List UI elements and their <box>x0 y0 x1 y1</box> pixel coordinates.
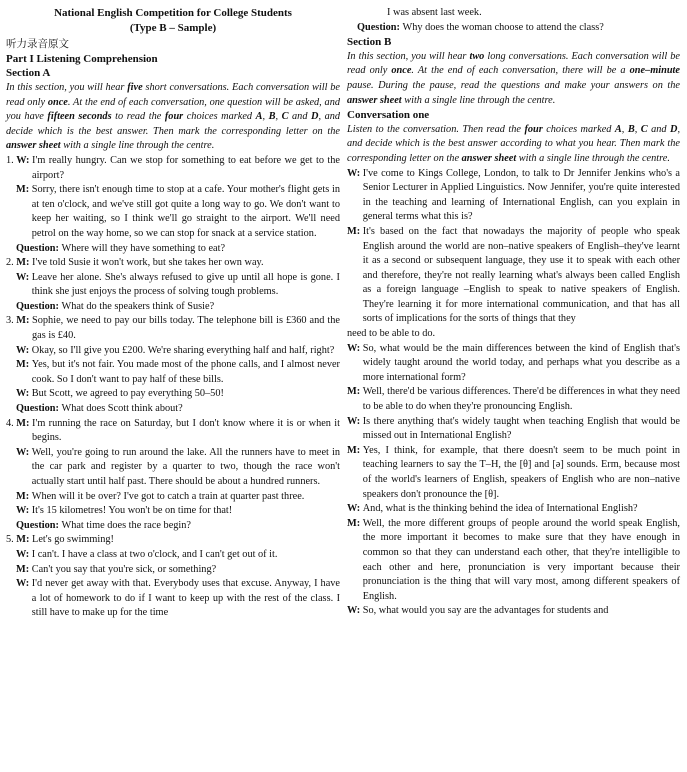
dialogue-line: W: And, what is the thinking behind the idea of International English? <box>347 503 638 515</box>
dialogue-line: W: So, what would be the main differences between the kind of English that's widely taught around the world today, and perhaps what you describe as a more international form? <box>347 342 680 383</box>
left-column <box>6 6 340 621</box>
dialogue-line: W: So, what would you say are the advantages for students and <box>347 605 609 617</box>
conversation-1 <box>6 154 340 183</box>
dialogue-line: M: Can't you say that you're sick, or something? <box>16 563 217 575</box>
item-number: 3. <box>6 315 17 327</box>
page-subtitle: (Type B – Sample) <box>129 21 217 34</box>
item-number: 1. <box>6 154 17 166</box>
dialogue-line: W: Is there anything that's widely taught when teaching English that would be missed out in International English? <box>347 415 680 442</box>
section-a-instructions: In this section, you will hear five short conversations. Each conversation will be read only once. At the end of each conversation, one question will be asked, and you have fifteen seconds to read the four choices marked A, B, C and D, and decide which is the best answer. Then mark the corresponding letter on the answer sheet with a single line through the centre. <box>6 81 341 152</box>
dialogue-line: W: I can't. I have a class at two o'clock, and I can't get out of it. <box>16 548 278 560</box>
conversation-one-instructions: Listen to the conversation. Then read the four choices marked A, B, C and D, and decide which is the best answer according to what you hear. Then mark the corresponding letter on the answer sheet with a single line through the centre. <box>347 123 681 164</box>
conversation-3 <box>6 314 340 343</box>
question-line: Question: What time does the race begin? <box>16 519 191 531</box>
dialogue-line: W: Leave her alone. She's always refused to give up until all hope is gone. I think she just enjoys the process of solving tough problems. <box>16 271 340 298</box>
item-number: 5. <box>6 534 17 546</box>
dialogue-line: M: Well, the more different groups of people around the world speak English, the more important it becomes to make sure that they have enough in common so that they can understand each other, that they're intelligible to each other and here, pronunciation is very important because their pronunciation is the thing that will vary most, among different speakers of English. <box>347 517 680 602</box>
question-line: Question: Where will they have something to eat? <box>16 242 226 254</box>
chinese-heading: 听力录音原文 <box>6 38 69 51</box>
dialogue-line: W: I'd never get away with that. Everybody uses that excuse. Anyway, I have a lot of homework to do if I want to keep up with the rest of the class. I still have to make up for the time <box>16 578 340 619</box>
part-heading: Part I Listening Comprehension <box>6 52 158 65</box>
dialogue-line: M: When will it be over? I've got to catch a train at quarter past three. <box>16 490 305 502</box>
dialogue-line: M: Sorry, there isn't enough time to stop at a cafe. Your mother's flight gets in at ten o'clock, and we've still got quite a long way to go. We don't want to keep her waiting, so I think we'll go straight to the airport. We'll need petrol on the way home, so we can stop for snack at a service station. <box>16 184 340 239</box>
dialogue-line: W: Okay, so I'll give you £200. We're sharing everything half and half, right? <box>16 344 335 356</box>
question-line: Question: Why does the woman choose to attend the class? <box>357 21 604 33</box>
section-b-instructions: In this section, you will hear two long conversations. Each conversation will be read only once. At the end of each conversation, there will be a one–minute pause. During the pause, read the questions and make your answers on the answer sheet with a single line through the centre. <box>347 50 680 106</box>
conversation-5 <box>6 533 340 548</box>
dialogue-line: W: It's 15 kilometres! You won't be on time for that! <box>16 505 233 517</box>
question-line: Question: What do the speakers think of Susie? <box>16 300 215 312</box>
section-a-heading: Section A <box>6 67 51 80</box>
dialogue-line: M: I've told Susie it won't work, but she takes her own way. <box>16 257 264 269</box>
dialogue-continuation: need to be able to do. <box>347 328 436 340</box>
dialogue-line: M: Let's go swimming! <box>16 534 114 546</box>
conversation-one-heading: Conversation one <box>347 109 430 122</box>
right-column <box>347 6 680 619</box>
section-b-heading: Section B <box>347 36 392 49</box>
dialogue-line: W: I've come to Kings College, London, to talk to Dr Jennifer Jenkins who's a Senior Lecturer in Applied Linguistics. Now Jennifer, you're quite interested in the teaching and learning of International English, can you explain in general terms what this is? <box>347 167 680 223</box>
dialogue-line: W: Well, you're going to run around the lake. All the runners have to meet in the car park and register by a quarter to two, though the race won't actually start until half past. There should be about a hundred runners. <box>16 446 340 487</box>
dialogue-line: W: But Scott, we agreed to pay everything 50–50! <box>16 388 224 400</box>
dialogue-line: M: Yes, I think, for example, that there doesn't seem to be much point in teaching learners to say the T–H, the [θ] and [ə] sounds. Erm, because most of the world's learners of English, speakers of English who are non–native speakers don't pronounce the [θ]. <box>347 444 680 500</box>
dialogue-line: M: I'm running the race on Saturday, but I don't know where it is or when it begins. <box>16 417 340 444</box>
item-number: 2. <box>6 257 17 269</box>
dialogue-line: M: Yes, but it's not fair. You made most of the phone calls, and I almost never cook. So I don't want to pay half of these bills. <box>16 359 340 385</box>
dialogue-line: M: It's based on the fact that nowadays the majority of people who speak English around the world are non–native speakers of English–they've learnt it as a second or subsequent language, they use it to speak with each other and therefore, they're not really learning what's always been called English as a foreign language –English to speak to native speakers of English. They're learning it for more international communication, and that has all sorts of implications for the sorts of things that they <box>347 225 680 325</box>
continued-line: I was absent last week. <box>387 7 482 18</box>
question-line: Question: What does Scott think about? <box>16 403 183 415</box>
dialogue-line: W: I'm really hungry. Can we stop for something to eat before we get to the airport? <box>16 154 340 181</box>
item-number: 4. <box>6 417 17 429</box>
page-title: National English Competition for College Students <box>54 7 292 19</box>
dialogue-line: M: Well, there'd be various differences. There'd be differences in what they need to be able to do when they're pronouncing English. <box>347 386 680 413</box>
conversation-2 <box>6 256 340 271</box>
conversation-4 <box>6 417 340 446</box>
dialogue-line: M: Sophie, we need to pay our bills today. The telephone bill is £360 and the gas is £40. <box>16 315 340 342</box>
